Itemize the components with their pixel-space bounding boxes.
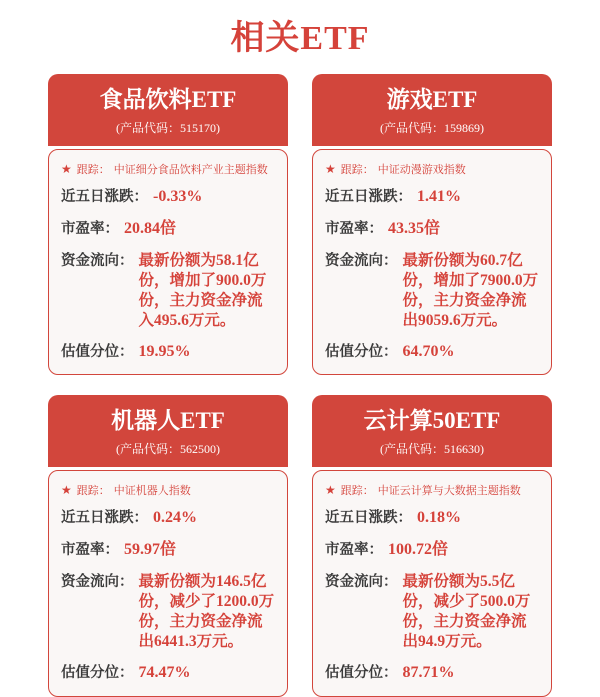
five-day-change-label: 近五日涨跌： [325, 510, 412, 527]
fund-flow-value: 最新份额为146.5亿份，减少了1200.0万份，主力资金净流出6441.3万元。 [138, 572, 275, 650]
five-day-change-label: 近五日涨跌： [61, 189, 148, 205]
pe-ratio-value: 20.84倍 [124, 219, 177, 237]
fund-flow-label: 资金流向： [61, 252, 134, 269]
fund-flow-row [325, 572, 540, 652]
etf-card-food-beverage [48, 74, 288, 375]
five-day-change-label: 近五日涨跌： [61, 510, 148, 527]
pe-ratio-label: 市盈率： [325, 542, 383, 559]
star-icon: ★ [61, 483, 72, 498]
code-prefix: (产品代码： [116, 120, 180, 135]
etf-product-code [54, 119, 282, 136]
valuation-percentile-row [325, 663, 540, 684]
code-prefix: (产品代码： [380, 441, 444, 456]
code-value: 562500 [180, 441, 216, 456]
tracking-index-row [61, 482, 276, 498]
five-day-change-value: 0.24% [153, 509, 197, 527]
valuation-percentile-label: 估值分位： [61, 664, 134, 681]
page-title: 相关ETF [230, 20, 370, 57]
star-icon: ★ [325, 162, 336, 176]
pe-ratio-row [61, 540, 276, 561]
code-prefix: (产品代码： [116, 441, 180, 456]
code-suffix: ) [480, 120, 484, 135]
etf-product-code [318, 119, 546, 136]
etf-card-gaming [312, 74, 552, 375]
five-day-change-value: -0.33% [153, 188, 203, 205]
tracking-index-name: 中证细分食品饮料产业主题指数 [113, 164, 268, 176]
code-suffix: ) [480, 441, 484, 456]
pe-ratio-value: 43.35倍 [388, 219, 441, 237]
tracking-label: 跟踪： [340, 164, 374, 176]
etf-card-body [48, 149, 288, 375]
etf-card-header [312, 74, 552, 146]
etf-card-cloud-computing [312, 395, 552, 696]
tracking-label: 跟踪： [76, 164, 110, 176]
etf-product-code [54, 440, 282, 457]
pe-ratio-label: 市盈率： [325, 220, 383, 237]
etf-cards-grid [48, 74, 552, 697]
tracking-index-row [325, 482, 540, 498]
valuation-percentile-label: 估值分位： [325, 664, 398, 681]
pe-ratio-row [61, 219, 276, 240]
fund-flow-label: 资金流向： [325, 573, 398, 590]
code-prefix: (产品代码： [380, 120, 444, 135]
code-value: 159869 [444, 120, 480, 135]
pe-ratio-row [325, 540, 540, 561]
etf-name: 机器人ETF [111, 408, 225, 434]
tracking-index-name: 中证机器人指数 [113, 485, 191, 498]
fund-flow-value: 最新份额为60.7亿份，增加了7900.0万份，主力资金净流出9059.6万元。 [402, 251, 539, 329]
five-day-change-row [325, 508, 540, 529]
code-suffix: ) [216, 120, 220, 135]
fund-flow-value: 最新份额为58.1亿份，增加了900.0万份，主力资金净流入495.6万元。 [138, 251, 267, 329]
etf-card-body [312, 149, 552, 375]
pe-ratio-label: 市盈率： [61, 220, 119, 237]
valuation-percentile-row [61, 663, 276, 684]
etf-card-header [48, 74, 288, 146]
tracking-index-name: 中证动漫游戏指数 [377, 164, 466, 176]
fund-flow-value: 最新份额为5.5亿份，减少了500.0万份，主力资金净流出94.9万元。 [402, 572, 531, 650]
star-icon: ★ [61, 162, 72, 176]
tracking-index-name: 中证云计算与大数据主题指数 [377, 485, 521, 498]
five-day-change-row [325, 187, 540, 208]
five-day-change-label: 近五日涨跌： [325, 189, 412, 205]
valuation-percentile-label: 估值分位： [61, 343, 134, 360]
valuation-percentile-row [61, 342, 276, 363]
valuation-percentile-value: 74.47% [138, 663, 191, 681]
etf-card-body [48, 470, 288, 696]
fund-flow-row [325, 251, 540, 331]
etf-name: 食品饮料ETF [99, 87, 237, 112]
etf-product-code [318, 440, 546, 457]
fund-flow-row [61, 572, 276, 652]
fund-flow-label: 资金流向： [61, 573, 134, 590]
five-day-change-value: 0.18% [417, 509, 461, 527]
fund-flow-row [61, 251, 276, 331]
valuation-percentile-row [325, 342, 540, 363]
valuation-percentile-value: 87.71% [402, 663, 455, 681]
pe-ratio-value: 59.97倍 [124, 541, 177, 559]
tracking-index-row [325, 161, 540, 177]
etf-card-header [312, 395, 552, 467]
pe-ratio-label: 市盈率： [61, 542, 119, 559]
code-value: 515170 [180, 120, 216, 135]
fund-flow-label: 资金流向： [325, 252, 398, 269]
tracking-index-row [61, 161, 276, 177]
pe-ratio-value: 100.72倍 [388, 541, 449, 559]
five-day-change-row [61, 508, 276, 529]
tracking-label: 跟踪： [76, 485, 110, 498]
valuation-percentile-label: 估值分位： [325, 343, 398, 360]
five-day-change-value: 1.41% [417, 188, 461, 205]
etf-card-header [48, 395, 288, 467]
tracking-label: 跟踪： [340, 485, 374, 498]
code-suffix: ) [216, 441, 220, 456]
etf-name: 云计算50ETF [363, 408, 501, 434]
pe-ratio-row [325, 219, 540, 240]
valuation-percentile-value: 19.95% [138, 342, 191, 360]
etf-card-body [312, 470, 552, 696]
five-day-change-row [61, 187, 276, 208]
etf-card-robot [48, 395, 288, 696]
star-icon: ★ [325, 483, 336, 498]
code-value: 516630 [444, 441, 480, 456]
etf-name: 游戏ETF [386, 87, 478, 112]
valuation-percentile-value: 64.70% [402, 342, 455, 360]
